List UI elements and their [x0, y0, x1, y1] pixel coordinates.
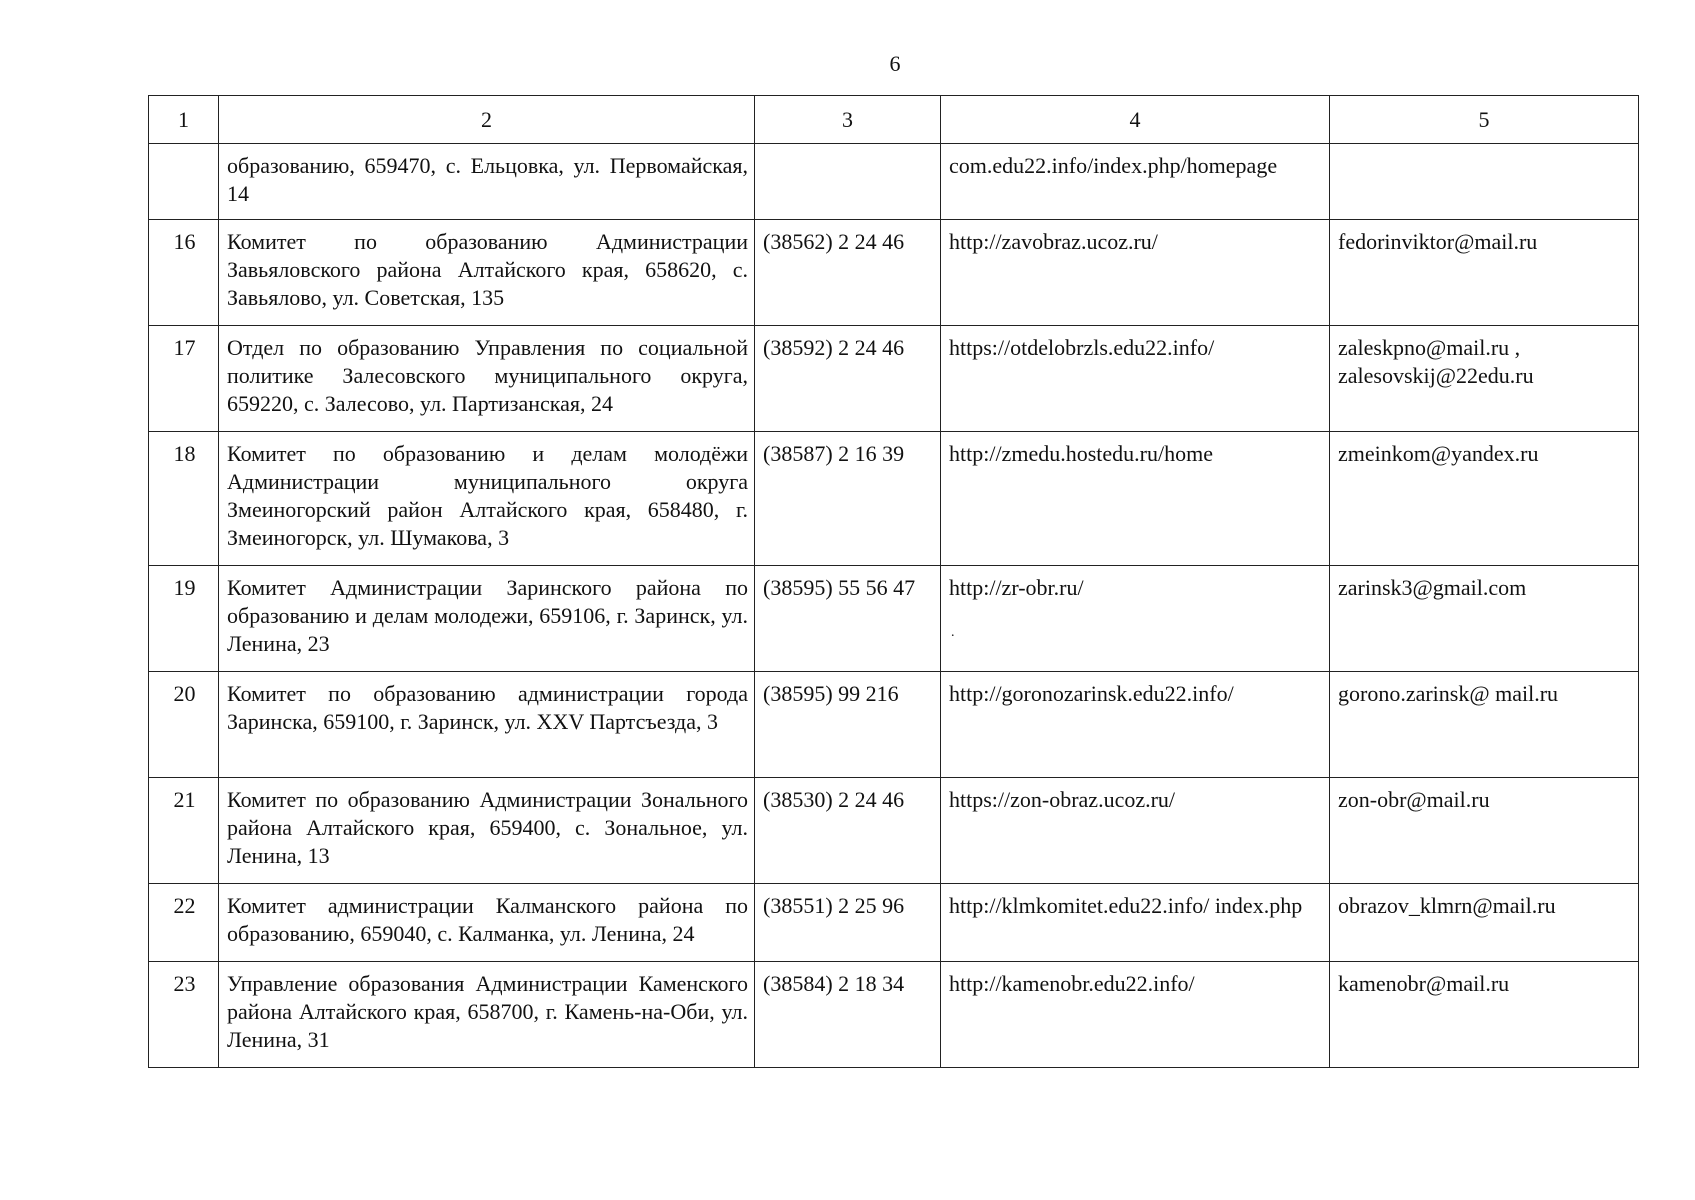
website-cell — [941, 566, 1330, 672]
column-header: 5 — [1330, 96, 1639, 144]
organization-address: Комитет по образованию Администрации Зонального района Алтайского края, 659400, с. Зональное, ул. Ленина, 13 — [219, 778, 755, 884]
phone: (38530) 2 24 46 — [755, 778, 941, 884]
phone: (38562) 2 24 46 — [755, 220, 941, 326]
email-link[interactable]: kamenobr@mail.ru — [1330, 962, 1639, 1068]
phone: (38584) 2 18 34 — [755, 962, 941, 1068]
stray-dot-mark: . — [951, 625, 955, 640]
row-number: 16 — [149, 220, 219, 326]
email-link[interactable]: gorono.zarinsk@ mail.ru — [1330, 672, 1639, 778]
phone: (38587) 2 16 39 — [755, 432, 941, 566]
phone: (38592) 2 24 46 — [755, 326, 941, 432]
website-link[interactable]: https://otdelobrzls.edu22.info/ — [941, 326, 1330, 432]
table-row — [149, 220, 1639, 326]
email-link[interactable]: obrazov_klmrn@mail.ru — [1330, 884, 1639, 962]
row-number: 22 — [149, 884, 219, 962]
email-link[interactable]: fedorinviktor@mail.ru — [1330, 220, 1639, 326]
phone — [755, 144, 941, 220]
table-row — [149, 884, 1639, 962]
email-link[interactable]: zaleskpno@mail.ru , zalesovskij@22edu.ru — [1330, 326, 1639, 432]
email-link[interactable] — [1330, 144, 1639, 220]
organization-address: образованию, 659470, с. Ельцовка, ул. Первомайская, 14 — [219, 144, 755, 220]
row-number: 20 — [149, 672, 219, 778]
website-link[interactable]: http://kamenobr.edu22.info/ — [941, 962, 1330, 1068]
table-row — [149, 326, 1639, 432]
table-row — [149, 962, 1639, 1068]
table-row — [149, 778, 1639, 884]
website-link[interactable]: http://zmedu.hostedu.ru/home — [941, 432, 1330, 566]
organization-address: Комитет по образованию и делам молодёжи Администрации муниципального округа Змеиногорский район Алтайского края, 658480, г. Змеиногорск, ул. Шумакова, 3 — [219, 432, 755, 566]
column-header: 3 — [755, 96, 941, 144]
column-header: 4 — [941, 96, 1330, 144]
organization-address: Комитет по образованию администрации города Заринска, 659100, г. Заринск, ул. XXV Партсъезда, 3 — [219, 672, 755, 778]
phone: (38595) 99 216 — [755, 672, 941, 778]
phone: (38595) 55 56 47 — [755, 566, 941, 672]
organization-address: Комитет администрации Калманского района по образованию, 659040, с. Калманка, ул. Ленина, 24 — [219, 884, 755, 962]
row-number: 17 — [149, 326, 219, 432]
page-number: 6 — [889, 51, 901, 76]
website-link[interactable]: http://zavobraz.ucoz.ru/ — [941, 220, 1330, 326]
row-number: 21 — [149, 778, 219, 884]
row-number: 18 — [149, 432, 219, 566]
organization-address: Управление образования Администрации Каменского района Алтайского края, 658700, г. Камень-на-Оби, ул. Ленина, 31 — [219, 962, 755, 1068]
row-number: 19 — [149, 566, 219, 672]
email-link[interactable]: zon-obr@mail.ru — [1330, 778, 1639, 884]
email-link[interactable]: zmeinkom@yandex.ru — [1330, 432, 1639, 566]
table-row — [149, 566, 1639, 672]
website-link[interactable]: https://zon-obraz.ucoz.ru/ — [941, 778, 1330, 884]
column-header: 2 — [219, 96, 755, 144]
website-link[interactable]: http://zr-obr.ru/ — [949, 575, 1084, 600]
website-link[interactable]: http://goronozarinsk.edu22.info/ — [941, 672, 1330, 778]
website-link[interactable]: com.edu22.info/index.php/homepage — [941, 144, 1330, 220]
organization-address: Комитет по образованию Администрации Завьяловского района Алтайского края, 658620, с. Завьялово, ул. Советская, 135 — [219, 220, 755, 326]
education-committees-table — [148, 95, 1639, 1068]
column-header: 1 — [149, 96, 219, 144]
table-row — [149, 432, 1639, 566]
organization-address: Комитет Администрации Заринского района по образованию и делам молодежи, 659106, г. Заринск, ул. Ленина, 23 — [219, 566, 755, 672]
website-link[interactable]: http://klmkomitet.edu22.info/ index.php — [941, 884, 1330, 962]
row-number — [149, 144, 219, 220]
row-number: 23 — [149, 962, 219, 1068]
organization-address: Отдел по образованию Управления по социальной политике Залесовского муниципального округа, 659220, с. Залесово, ул. Партизанская, 24 — [219, 326, 755, 432]
phone: (38551) 2 25 96 — [755, 884, 941, 962]
table-row — [149, 144, 1639, 220]
email-link[interactable]: zarinsk3@gmail.com — [1330, 566, 1639, 672]
table-header-row — [149, 96, 1639, 144]
table-row — [149, 672, 1639, 778]
